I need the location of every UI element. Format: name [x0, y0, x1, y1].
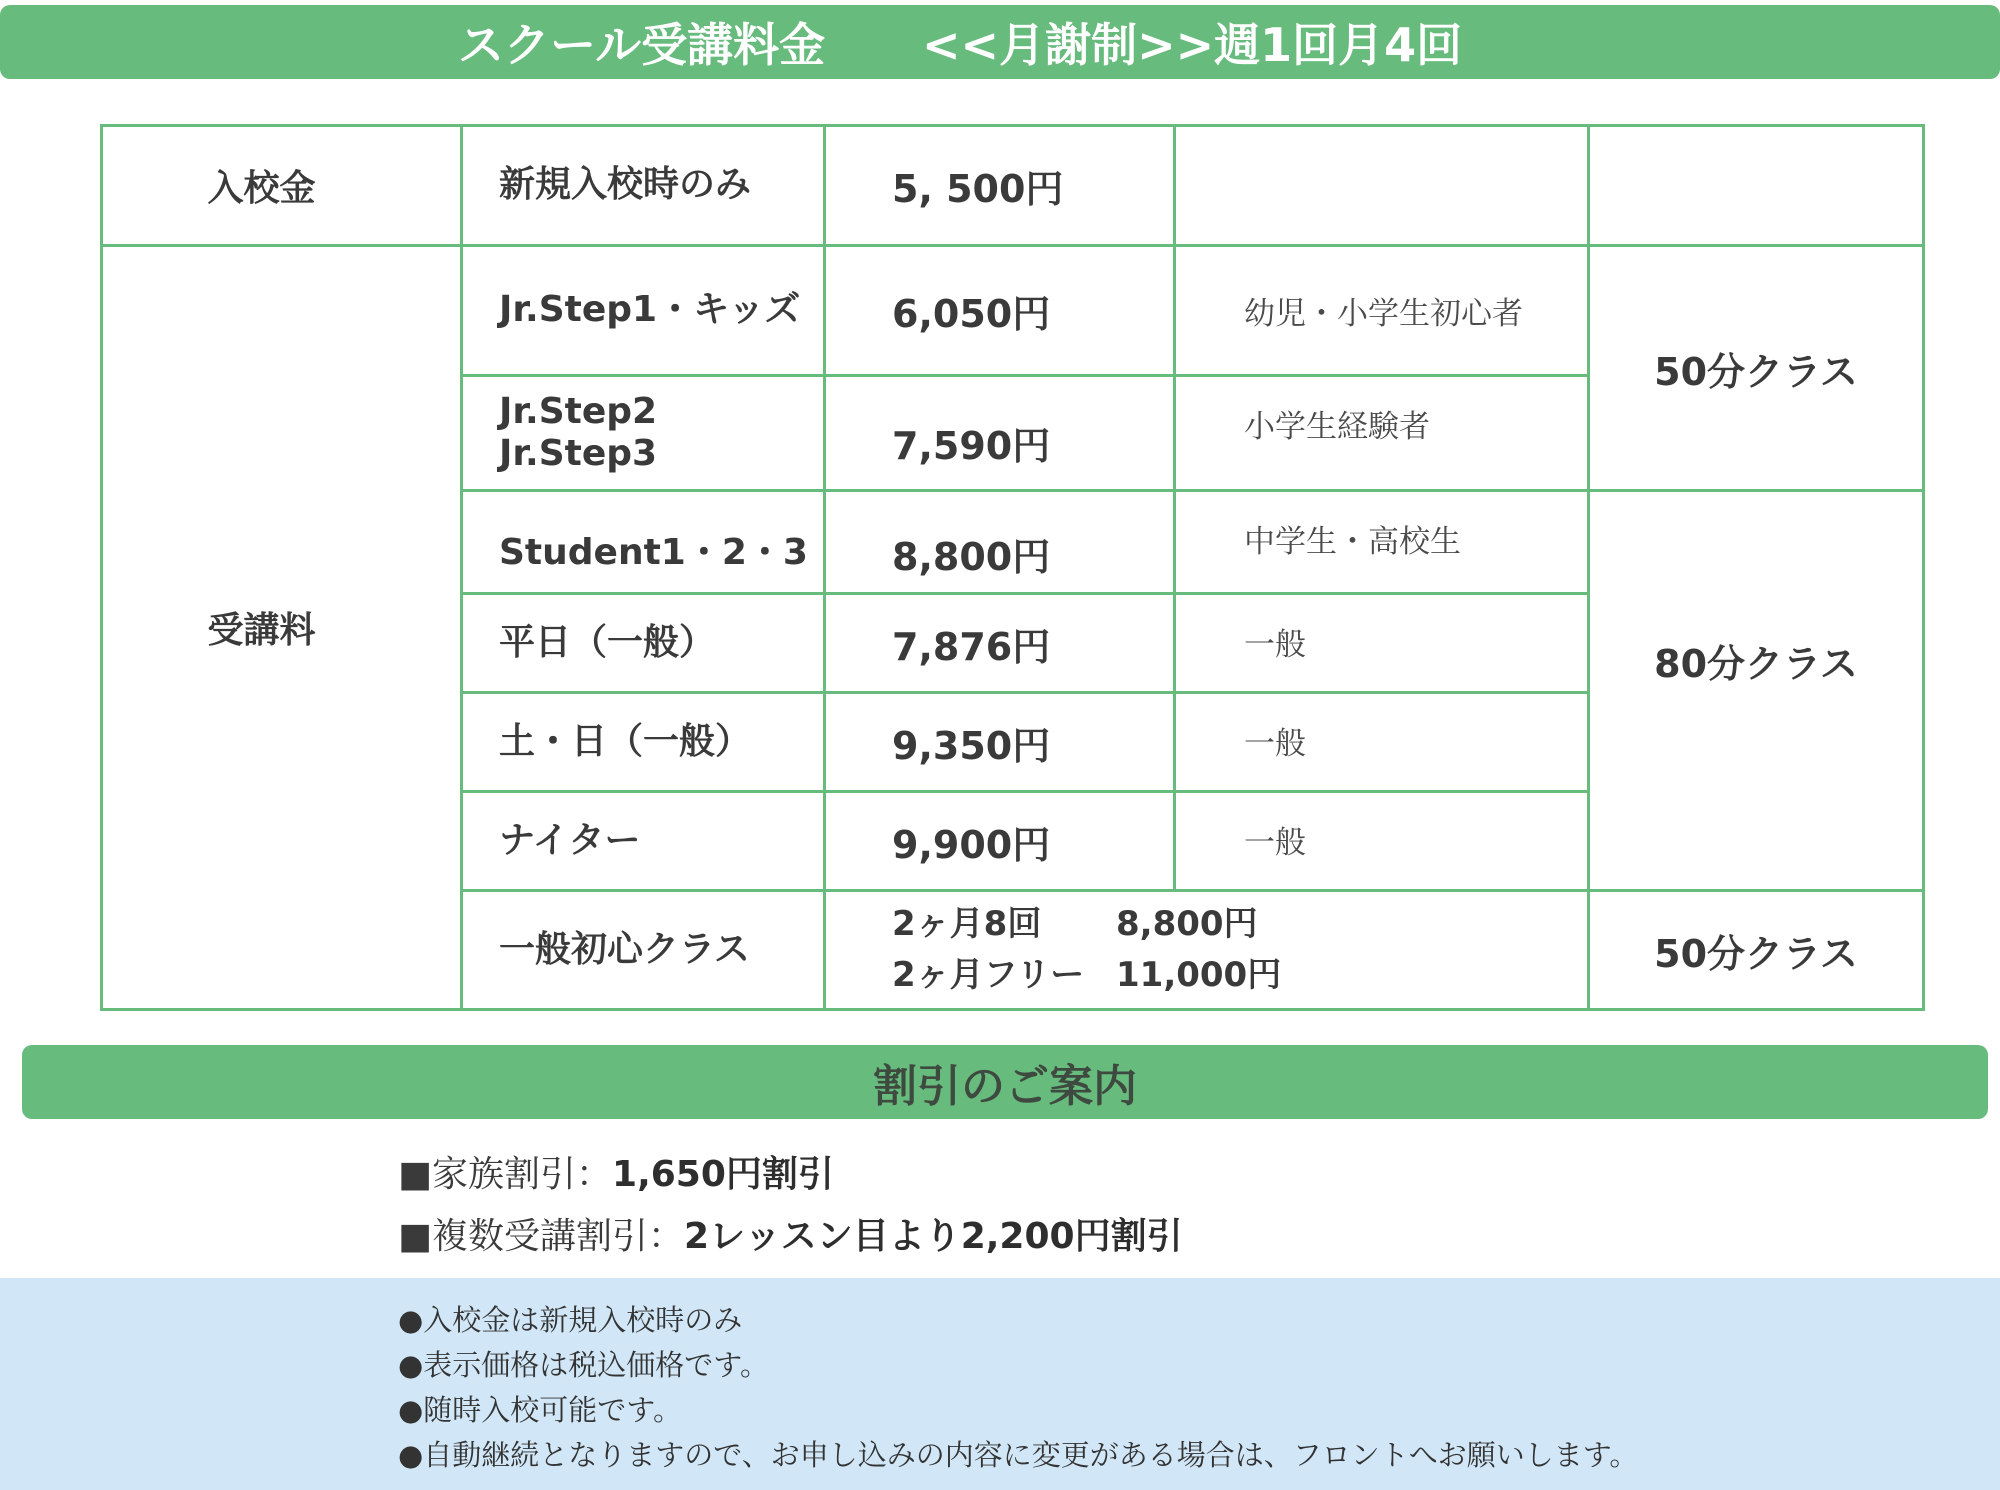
target-cell: 小学生経験者 [1175, 376, 1589, 491]
price-cell: 9,350円 [825, 693, 1175, 792]
discount-banner [22, 1045, 1988, 1119]
course-line: Jr.Step2 [499, 390, 658, 432]
class-length-cell: 80分クラス [1589, 491, 1924, 891]
class-length-cell: 50分クラス [1589, 891, 1924, 1010]
plan-label: 2ヶ月8回 [892, 904, 1042, 944]
plan-price: 8,800円 [1116, 904, 1258, 944]
title-banner [0, 5, 2000, 79]
discount-item-multi [398, 1202, 1183, 1264]
price-cell: 5, 500円 [825, 126, 1175, 246]
note-item: ●随時入校可能です。 [398, 1393, 682, 1427]
class-length-cell: 50分クラス [1589, 246, 1924, 491]
class-cell-empty [1589, 126, 1924, 246]
discount-list [398, 1140, 1183, 1264]
category-cell-tuition: 受講料 [102, 246, 462, 1010]
course-cell: Jr.Step1・キッズ [462, 246, 825, 376]
note-item: ●入校金は新規入校時のみ [398, 1303, 743, 1337]
plan-row [892, 950, 1587, 1001]
target-cell: 中学生・高校生 [1175, 491, 1589, 594]
price-cell: 9,900円 [825, 792, 1175, 891]
target-cell: 幼児・小学生初心者 [1175, 246, 1589, 376]
course-cell: 土・日（一般） [462, 693, 825, 792]
discount-title: 割引のご案内 [873, 1061, 1137, 1112]
course-cell: 平日（一般） [462, 594, 825, 693]
discount-label: ■複数受講割引： [398, 1215, 685, 1257]
discount-label: ■家族割引： [398, 1153, 613, 1195]
beginner-price-cell [825, 891, 1589, 1010]
notes-panel [0, 1278, 2000, 1490]
plan-price: 11,000円 [1116, 955, 1282, 995]
course-cell: 一般初心クラス [462, 891, 825, 1010]
course-line: Jr.Step3 [499, 433, 658, 474]
target-cell: 一般 [1175, 594, 1589, 693]
price-cell: 8,800円 [825, 491, 1175, 594]
discount-value: 2レッスン目より2,200円割引 [684, 1215, 1183, 1257]
fee-table [100, 124, 1925, 1011]
page-title: スクール受講料金 [458, 18, 826, 72]
page-subtitle: <<月謝制>>週1回月4回 [922, 18, 1463, 72]
price-cell: 6,050円 [825, 246, 1175, 376]
plan-row [892, 899, 1587, 950]
note-item: ●自動継続となりますので、お申し込みの内容に変更がある場合は、フロントへお願いします。 [398, 1438, 1639, 1472]
course-cell [462, 376, 825, 491]
table-row [102, 126, 1924, 246]
category-cell-entry: 入校金 [102, 126, 462, 246]
course-cell: 新規入校時のみ [462, 126, 825, 246]
price-cell: 7,876円 [825, 594, 1175, 693]
course-cell: ナイター [462, 792, 825, 891]
target-cell-empty [1175, 126, 1589, 246]
course-cell: Student1・2・3 [462, 491, 825, 594]
price-cell: 7,590円 [825, 376, 1175, 491]
note-item: ●表示価格は税込価格です。 [398, 1348, 769, 1382]
target-cell: 一般 [1175, 792, 1589, 891]
discount-item-family [398, 1140, 1183, 1202]
discount-value: 1,650円割引 [612, 1153, 834, 1195]
target-cell: 一般 [1175, 693, 1589, 792]
plan-label: 2ヶ月フリー [892, 955, 1085, 995]
table-row [102, 246, 1924, 376]
